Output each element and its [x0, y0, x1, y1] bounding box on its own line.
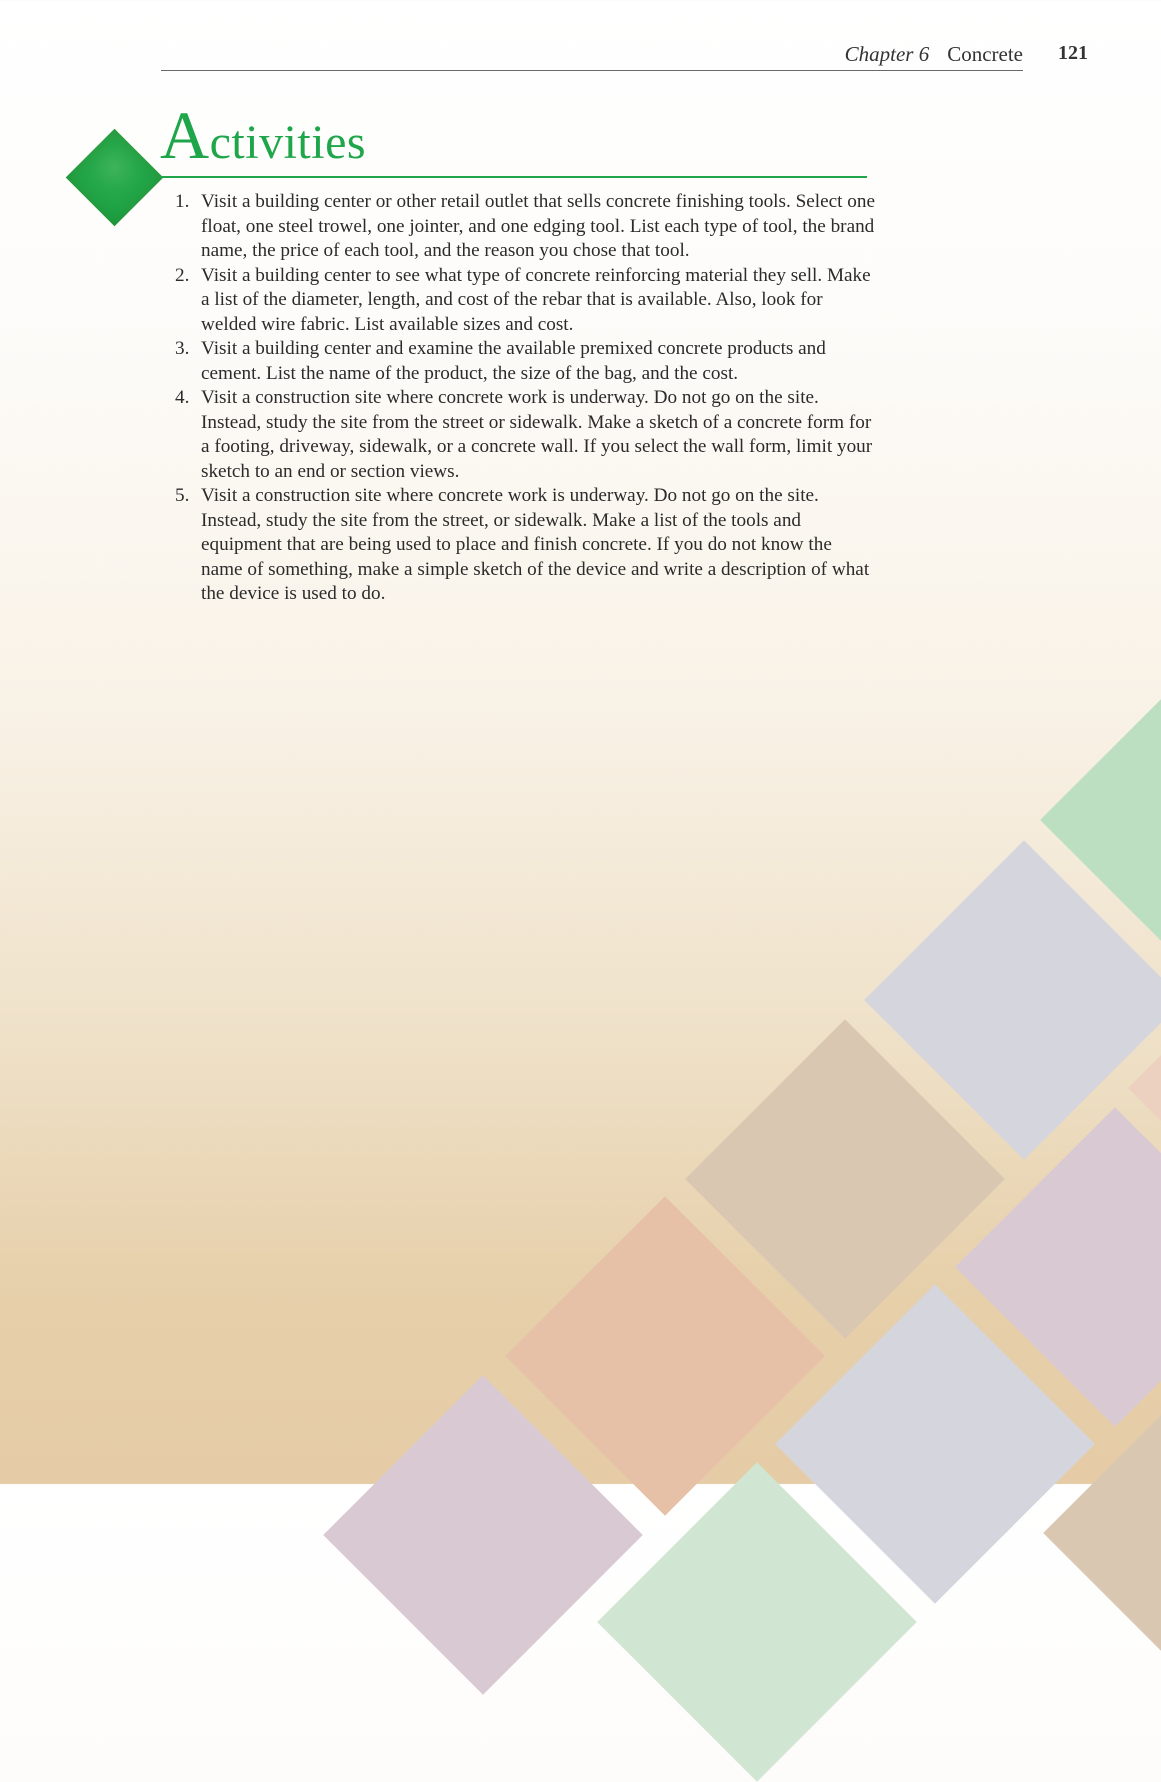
chapter-label: Chapter 6 — [844, 42, 930, 66]
activity-number: 5. — [175, 485, 190, 506]
activity-text: Visit a building center or other retail outlet that sells concrete finishing tools. Select one float, one steel trowel, one jointer, and one edging tool. List each type of tool, the brand name, the price of each tool, and the reason you chose that tool. — [201, 191, 875, 261]
activity-text: Visit a building center to see what type of concrete reinforcing material they sell. Make a list of the diameter, length, and cost of the rebar that is available. Also, look for welded wire fabric. List available sizes and cost. — [201, 264, 871, 335]
activity-number: 3. — [175, 338, 190, 359]
activity-number: 2. — [175, 264, 190, 286]
section-title-initial: A — [160, 97, 210, 173]
section-title-rest: ctivities — [209, 116, 367, 169]
activity-item — [175, 386, 875, 484]
activities-list — [175, 190, 875, 607]
page-number: 121 — [1058, 42, 1088, 64]
running-header — [161, 40, 1023, 71]
activity-item — [175, 190, 875, 264]
activity-text: Visit a construction site where concrete work is underway. Do not go on the site. Instead, study the site from the street, or sidewalk. Make a list of the tools and equipment that are being used to place and finish concrete. If you do not know the name of something, make a simple sketch of the device and write a description of what the device is used to do. — [201, 485, 870, 604]
activity-text: Visit a building center and examine the available premixed concrete products and cement. List the name of the product, the size of the bag, and the cost. — [201, 338, 826, 384]
section-title-rule — [160, 176, 867, 178]
activity-number: 4. — [175, 387, 190, 408]
header-text — [845, 42, 1023, 67]
activity-item — [175, 337, 875, 386]
activity-item — [175, 264, 875, 338]
chapter-title: Concrete — [947, 42, 1023, 66]
activity-number: 1. — [175, 191, 190, 212]
activity-item — [175, 484, 875, 607]
activity-text: Visit a construction site where concrete work is underway. Do not go on the site. Instead, study the site from the street or sidewalk. Make a sketch of a concrete form for a footing, driveway, sidewalk, or a concrete wall. If you select the wall form, limit your sketch to an end or section views. — [201, 387, 873, 482]
section-title — [160, 96, 366, 175]
green-diamond-icon — [66, 129, 164, 227]
